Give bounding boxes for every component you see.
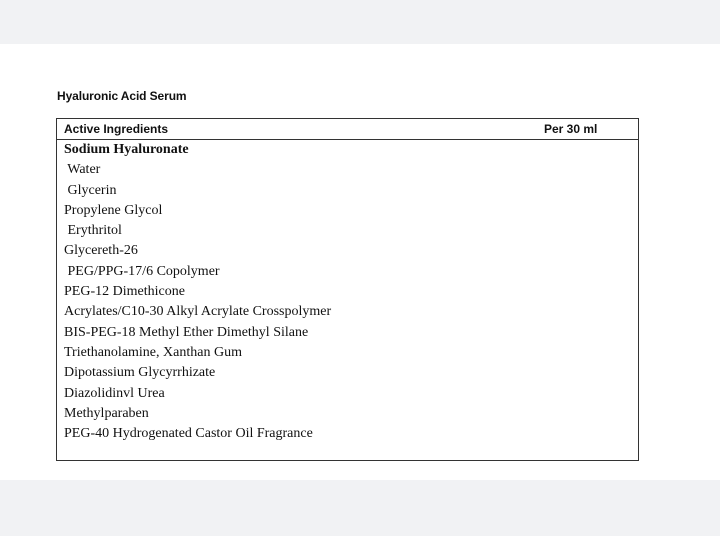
- ingredient-row: Methylparaben: [64, 405, 149, 421]
- ingredient-row: PEG/PPG-17/6 Copolymer: [64, 263, 220, 279]
- ingredient-row: Glycereth-26: [64, 243, 138, 259]
- ingredient-row: Propylene Glycol: [64, 202, 163, 218]
- ingredient-row: Dipotassium Glycyrrhizate: [64, 365, 216, 381]
- ingredient-row: Acrylates/C10-30 Alkyl Acrylate Crosspolymer: [64, 304, 332, 320]
- ingredient-row: Water: [64, 162, 101, 178]
- ingredient-row: PEG-12 Dimethicone: [64, 284, 185, 300]
- ingredient-row: Glycerin: [64, 182, 117, 198]
- ingredient-row: Diazolidinvl Urea: [64, 385, 165, 401]
- ingredient-row: Sodium Hyaluronate: [64, 142, 189, 157]
- ingredient-row: BIS-PEG-18 Methyl Ether Dimethyl Silane: [64, 324, 309, 340]
- ingredient-row: Triethanolamine, Xanthan Gum: [64, 344, 242, 360]
- column-header-amount: Per 30 ml: [544, 122, 598, 136]
- table-header-row: [57, 119, 638, 140]
- document-page: [0, 44, 720, 480]
- column-header-ingredients: Active Ingredients: [64, 122, 169, 136]
- ingredients-table: [56, 118, 639, 461]
- ingredient-row: PEG-40 Hydrogenated Castor Oil Fragrance: [64, 426, 313, 442]
- ingredient-row: Erythritol: [64, 223, 122, 239]
- document-title: Hyaluronic Acid Serum: [57, 89, 187, 103]
- ingredient-list: [64, 140, 331, 444]
